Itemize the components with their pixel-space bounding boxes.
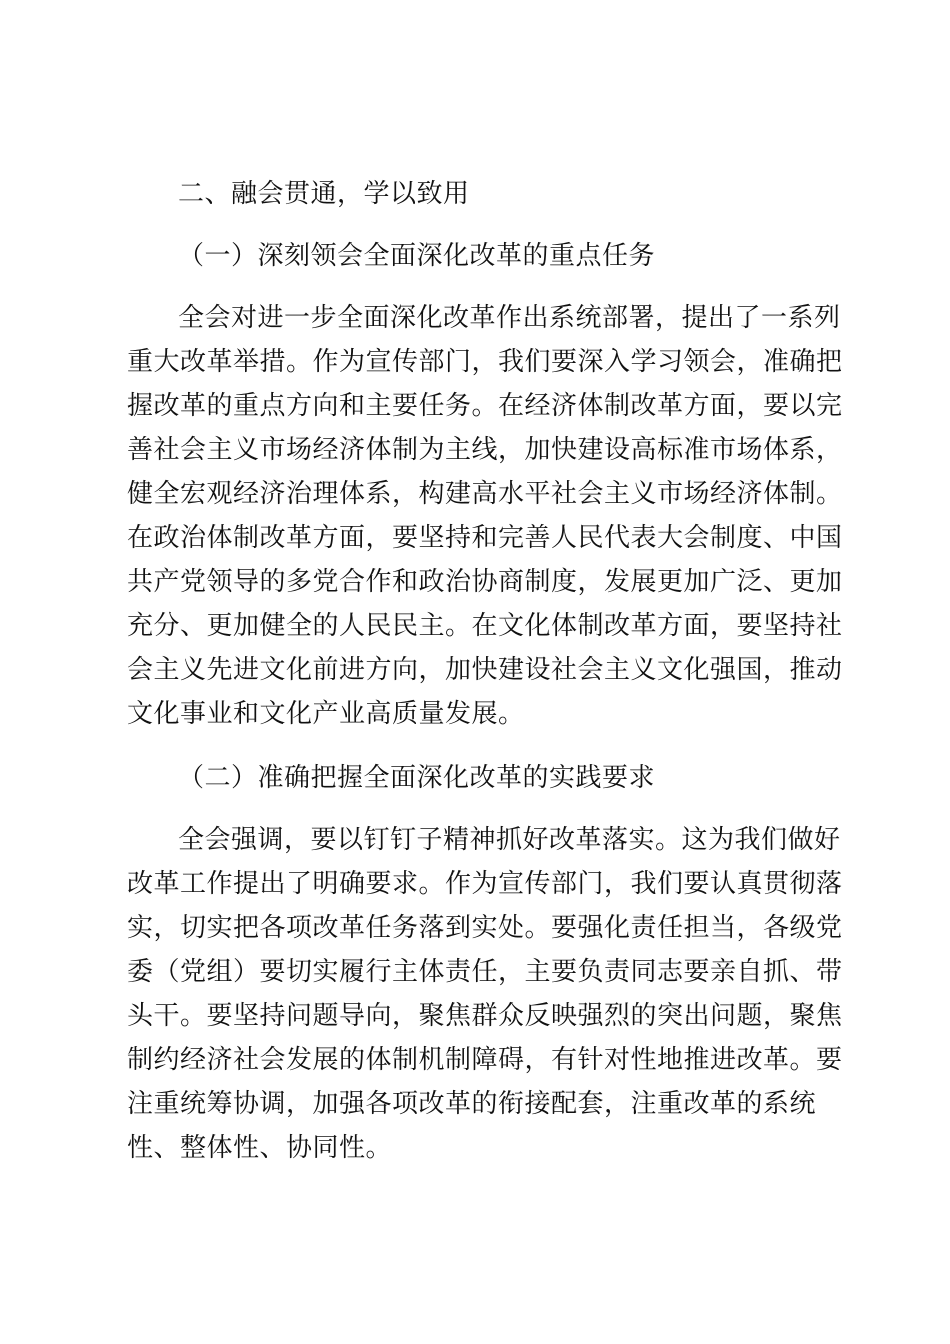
paragraph-line-text: 制约经济社会发展的体制机制障碍，有针对性地推进改革。要 (127, 1045, 843, 1075)
paragraph-line-text: 善社会主义市场经济体制为主线，加快建设高标准市场体系， (127, 435, 843, 465)
subsection-2-heading-text: （二）准确把握全面深化改革的实践要求 (178, 763, 656, 793)
paragraph-line-text: 性、整体性、协同性。 (127, 1133, 393, 1163)
paragraph-line-text: 握改革的重点方向和主要任务。在经济体制改革方面，要以完 (127, 391, 843, 421)
paragraph-line-text: 全会对进一步全面深化改革作出系统部署，提出了一系列 (178, 303, 841, 333)
paragraph-line-text: 文化事业和文化产业高质量发展。 (127, 699, 525, 729)
paragraph-line-text: 注重统筹协调，加强各项改革的衔接配套，注重改革的系统 (127, 1089, 817, 1119)
paragraph-line-text: 头干。要坚持问题导向，聚焦群众反映强烈的突出问题，聚焦 (127, 1001, 843, 1031)
paragraph-line-text: 全会强调，要以钉钉子精神抓好改革落实。这为我们做好 (178, 825, 841, 855)
paragraph-line-text: 实，切实把各项改革任务落到实处。要强化责任担当，各级党 (127, 913, 843, 943)
paragraph-line-text: 改革工作提出了明确要求。作为宣传部门，我们要认真贯彻落 (127, 869, 843, 899)
paragraph-line-text: 重大改革举措。作为宣传部门，我们要深入学习领会，准确把 (127, 347, 843, 377)
paragraph-line-text: 在政治体制改革方面，要坚持和完善人民代表大会制度、中国 (127, 523, 843, 553)
paragraph-line-text: 充分、更加健全的人民民主。在文化体制改革方面，要坚持社 (127, 611, 843, 641)
paragraph-line-text: 健全宏观经济治理体系，构建高水平社会主义市场经济体制。 (127, 479, 843, 509)
paragraph-line-text: 会主义先进文化前进方向，加快建设社会主义文化强国，推动 (127, 655, 843, 685)
subsection-1-heading-text: （一）深刻领会全面深化改革的重点任务 (178, 241, 656, 271)
paragraph-line-text: 共产党领导的多党合作和政治协商制度，发展更加广泛、更加 (127, 567, 843, 597)
paragraph-line-text: 委（党组）要切实履行主体责任，主要负责同志要亲自抓、带 (127, 957, 843, 987)
section-heading-text: 二、融会贯通，学以致用 (178, 179, 470, 209)
